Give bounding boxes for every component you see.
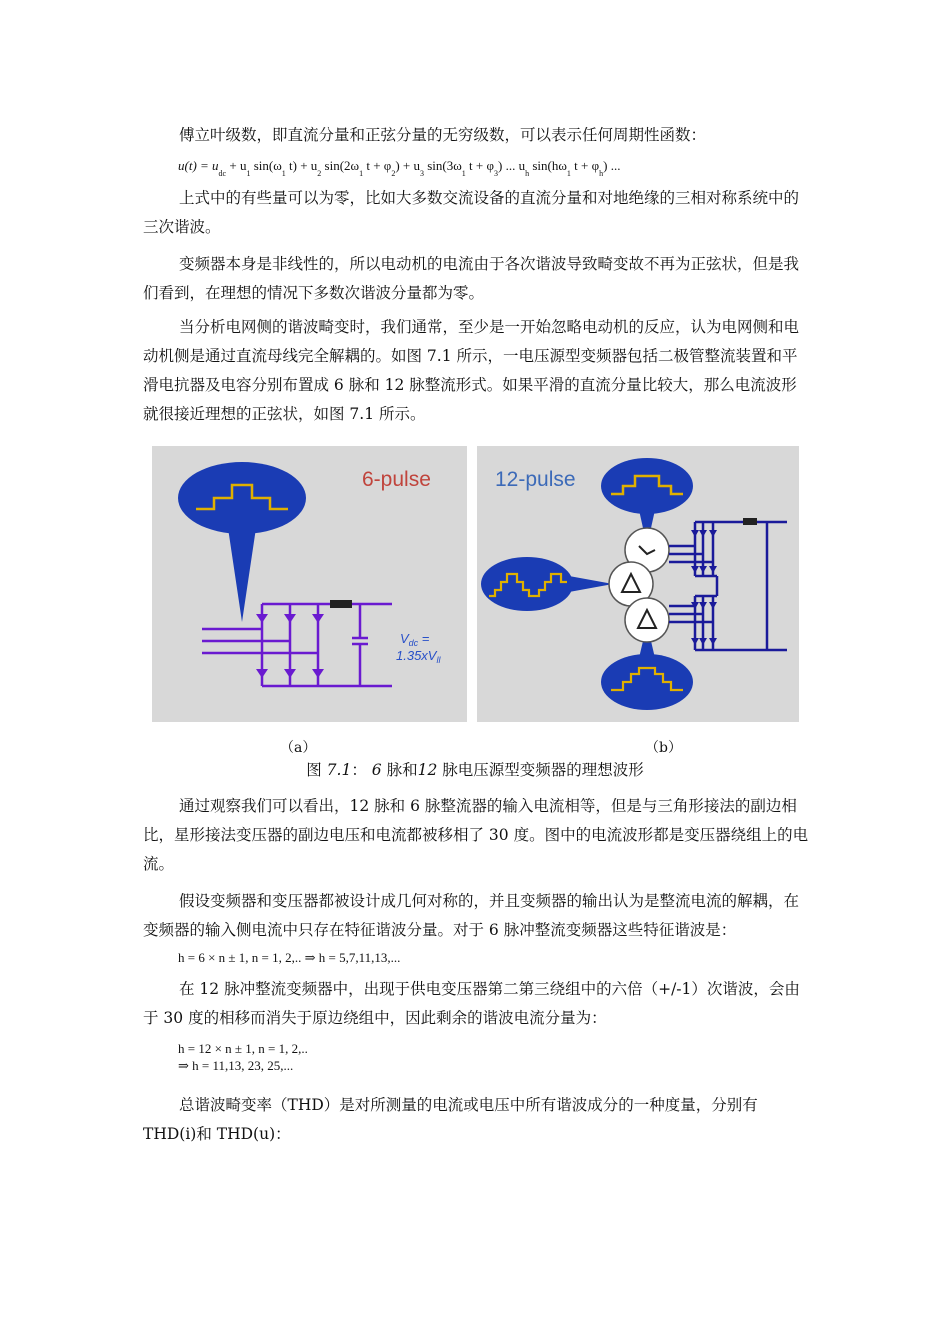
smoothing-reactor-b (743, 518, 757, 525)
equation-6-pulse-harmonics: h = 6 × n ± 1, n = 1, 2,.. ⇒ h = 5,7,11,13,... (178, 950, 401, 965)
smoothing-reactor-a (330, 600, 352, 608)
waveform-bubble-a (178, 462, 306, 534)
figure-caption: 图 7.1： 6 脉和12 脉电压源型变频器的理想波形 (306, 761, 644, 779)
figure-label-b: （b） (645, 740, 682, 756)
paragraph-thd: 总谐波畸变率（THD）是对所测量的电流或电压中所有谐波成分的一种度量，分别有 THD(i)和 THD(u)： (143, 1096, 758, 1143)
panel-a-title: 6-pulse (362, 468, 431, 491)
paragraph-observation: 通过观察我们可以看出，12 脉和 6 脉整流器的输入电流相等，但是与三角形接法的副边相比，星形接法变压器的副边电压和电流都被移相了 30 度。图中的电流波形都是变压器绕组上的电流。 (143, 797, 809, 873)
paragraph-grid-side: 当分析电网侧的谐波畸变时，我们通常，至少是一开始忽略电动机的反应，认为电网侧和电动机侧是通过直流母线完全解耦的。如图 7.1 所示，一电压源型变频器包括二极管整流装置和平滑电抗器及电容分别布置成 6 脉和 12 脉整流形式。如果平滑的直流分量比较大，那么电流波形就很接近理想的正弦状，如图 7.1 所示。 (143, 318, 800, 423)
equation-12-pulse-line2: ⇒ h = 11,13, 23, 25,... (178, 1058, 294, 1073)
equation-12-pulse-line1: h = 12 × n ± 1, n = 1, 2,.. (178, 1041, 308, 1056)
paragraph-fourier-intro: 傅立叶级数，即直流分量和正弦分量的无穷级数，可以表示任何周期性函数： (179, 126, 707, 144)
paragraph-zero-components: 上式中的有些量可以为零，比如大多数交流设备的直流分量和对地绝缘的三相对称系统中的三次谐波。 (143, 189, 800, 236)
figure-6-pulse (152, 446, 467, 722)
vdc-label-line1: $V_{dc}$ = (400, 631, 430, 648)
equation-fourier-series: $u(t) = u_{dc} + u_1$ $\sin(\omega_1$ $t) + u_2$ $\sin(2\omega_1$ $t + \varphi_2) + u_3$ $\sin(3\omega_1$ $t + \varphi_3$) ... $u_h$ $\sin(h\omega_1$ $t + \varphi_h$) ... (178, 158, 621, 178)
waveform-bubble-top (601, 458, 693, 514)
paragraph-12-pulse: 在 12 脉冲整流变频器中，出现于供电变压器第二第三绕组中的六倍（+/-1）次谐波，会由于 30 度的相移而消失于原边绕组中，因此剩余的谐波电流分量为： (143, 980, 800, 1027)
panel-b-title: 12-pulse (495, 468, 576, 491)
figure-label-a: （a） (280, 740, 317, 756)
paragraph-nonlinear: 变频器本身是非线性的，所以电动机的电流由于各次谐波导致畸变故不再为正弦状，但是我们看到，在理想的情况下多数次谐波分量都为零。 (143, 255, 800, 302)
waveform-bubble-primary (481, 557, 573, 611)
waveform-bubble-bottom (601, 654, 693, 710)
figure-12-pulse (477, 446, 799, 722)
paragraph-symmetry: 假设变频器和变压器都被设计成几何对称的，并且变频器的输出认为是整流电流的解耦，在变频器的输入侧电流中只存在特征谐波分量。对于 6 脉冲整流变频器这些特征谐波是： (143, 892, 800, 939)
vdc-label-line2: $1.35xV_{ll}$ (396, 648, 441, 665)
transformer-winding-delta-bottom (625, 598, 669, 642)
